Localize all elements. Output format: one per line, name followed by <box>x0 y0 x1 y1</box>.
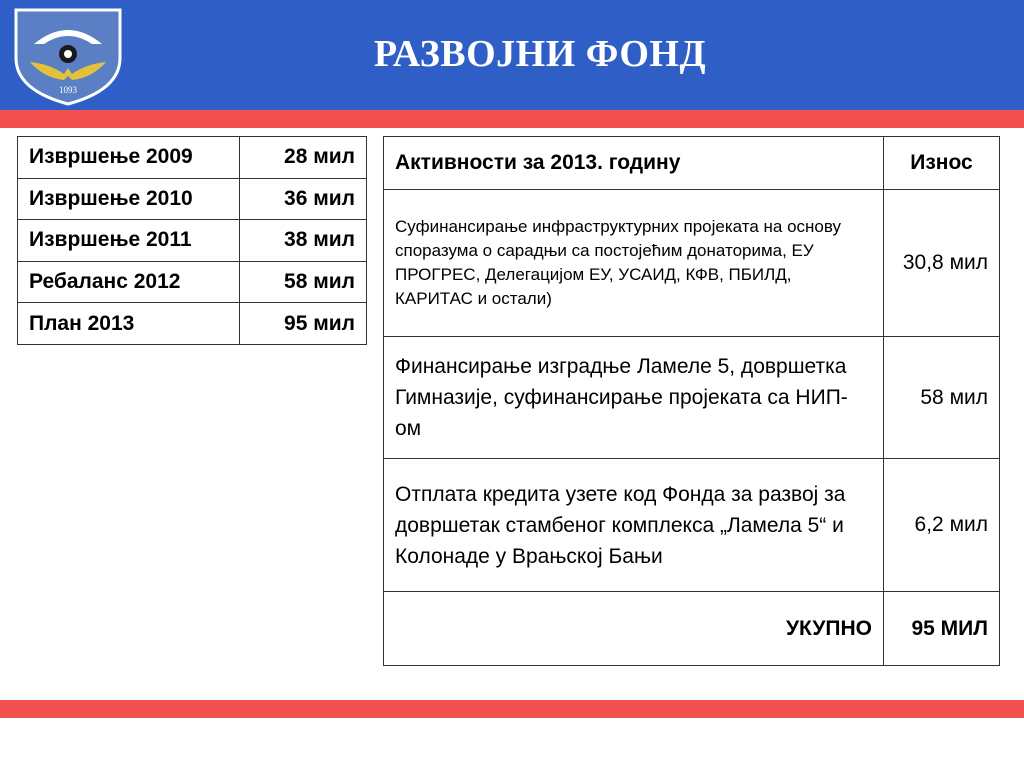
activity-description: Суфинансирање инфраструктурних пројеката на основу споразума о сарадњи са постојећим донаторима, ЕУ ПРОГРЕС, Делегацијом ЕУ, УСАИД, КФВ, ПБИЛД, КАРИТАС и остали) <box>384 190 884 337</box>
row-label: План 2013 <box>18 303 240 345</box>
page-title: РАЗВОЈНИ ФОНД <box>373 33 707 75</box>
activity-description: Отплата кредита узете код Фонда за развој за довршетак стамбеног комплекса „Ламела 5“ и Колонаде у Врањској Бањи <box>384 459 884 592</box>
total-row <box>384 592 1000 666</box>
activity-amount: 58 мил <box>884 337 1000 459</box>
table-row <box>18 303 367 345</box>
table-header-row <box>384 137 1000 190</box>
table-row <box>18 220 367 262</box>
activity-amount: 6,2 мил <box>884 459 1000 592</box>
row-value: 36 мил <box>240 178 367 220</box>
row-label: Извршење 2011 <box>18 220 240 262</box>
total-amount: 95 МИЛ <box>884 592 1000 666</box>
footer-stripe <box>0 700 1024 718</box>
emblem-year: 1093 <box>59 85 77 95</box>
yearly-summary-table <box>17 136 367 345</box>
activities-2013-table <box>383 136 1000 666</box>
row-label: Ребаланс 2012 <box>18 261 240 303</box>
table-row <box>18 137 367 179</box>
municipality-emblem-icon <box>8 2 128 106</box>
row-value: 58 мил <box>240 261 367 303</box>
row-value: 28 мил <box>240 137 367 179</box>
table-row <box>384 459 1000 592</box>
amount-column-header: Износ <box>884 137 1000 190</box>
header-stripe <box>0 110 1024 128</box>
activities-column-header: Активности за 2013. годину <box>384 137 884 190</box>
table-row <box>384 337 1000 459</box>
table-row <box>384 190 1000 337</box>
row-value: 95 мил <box>240 303 367 345</box>
activity-amount: 30,8 мил <box>884 190 1000 337</box>
table-row <box>18 261 367 303</box>
total-label: УКУПНО <box>384 592 884 666</box>
table-row <box>18 178 367 220</box>
activity-description: Финансирање изградње Ламеле 5, довршетка Гимназије, суфинансирање пројеката са НИП-ом <box>384 337 884 459</box>
row-value: 38 мил <box>240 220 367 262</box>
row-label: Извршење 2009 <box>18 137 240 179</box>
row-label: Извршење 2010 <box>18 178 240 220</box>
